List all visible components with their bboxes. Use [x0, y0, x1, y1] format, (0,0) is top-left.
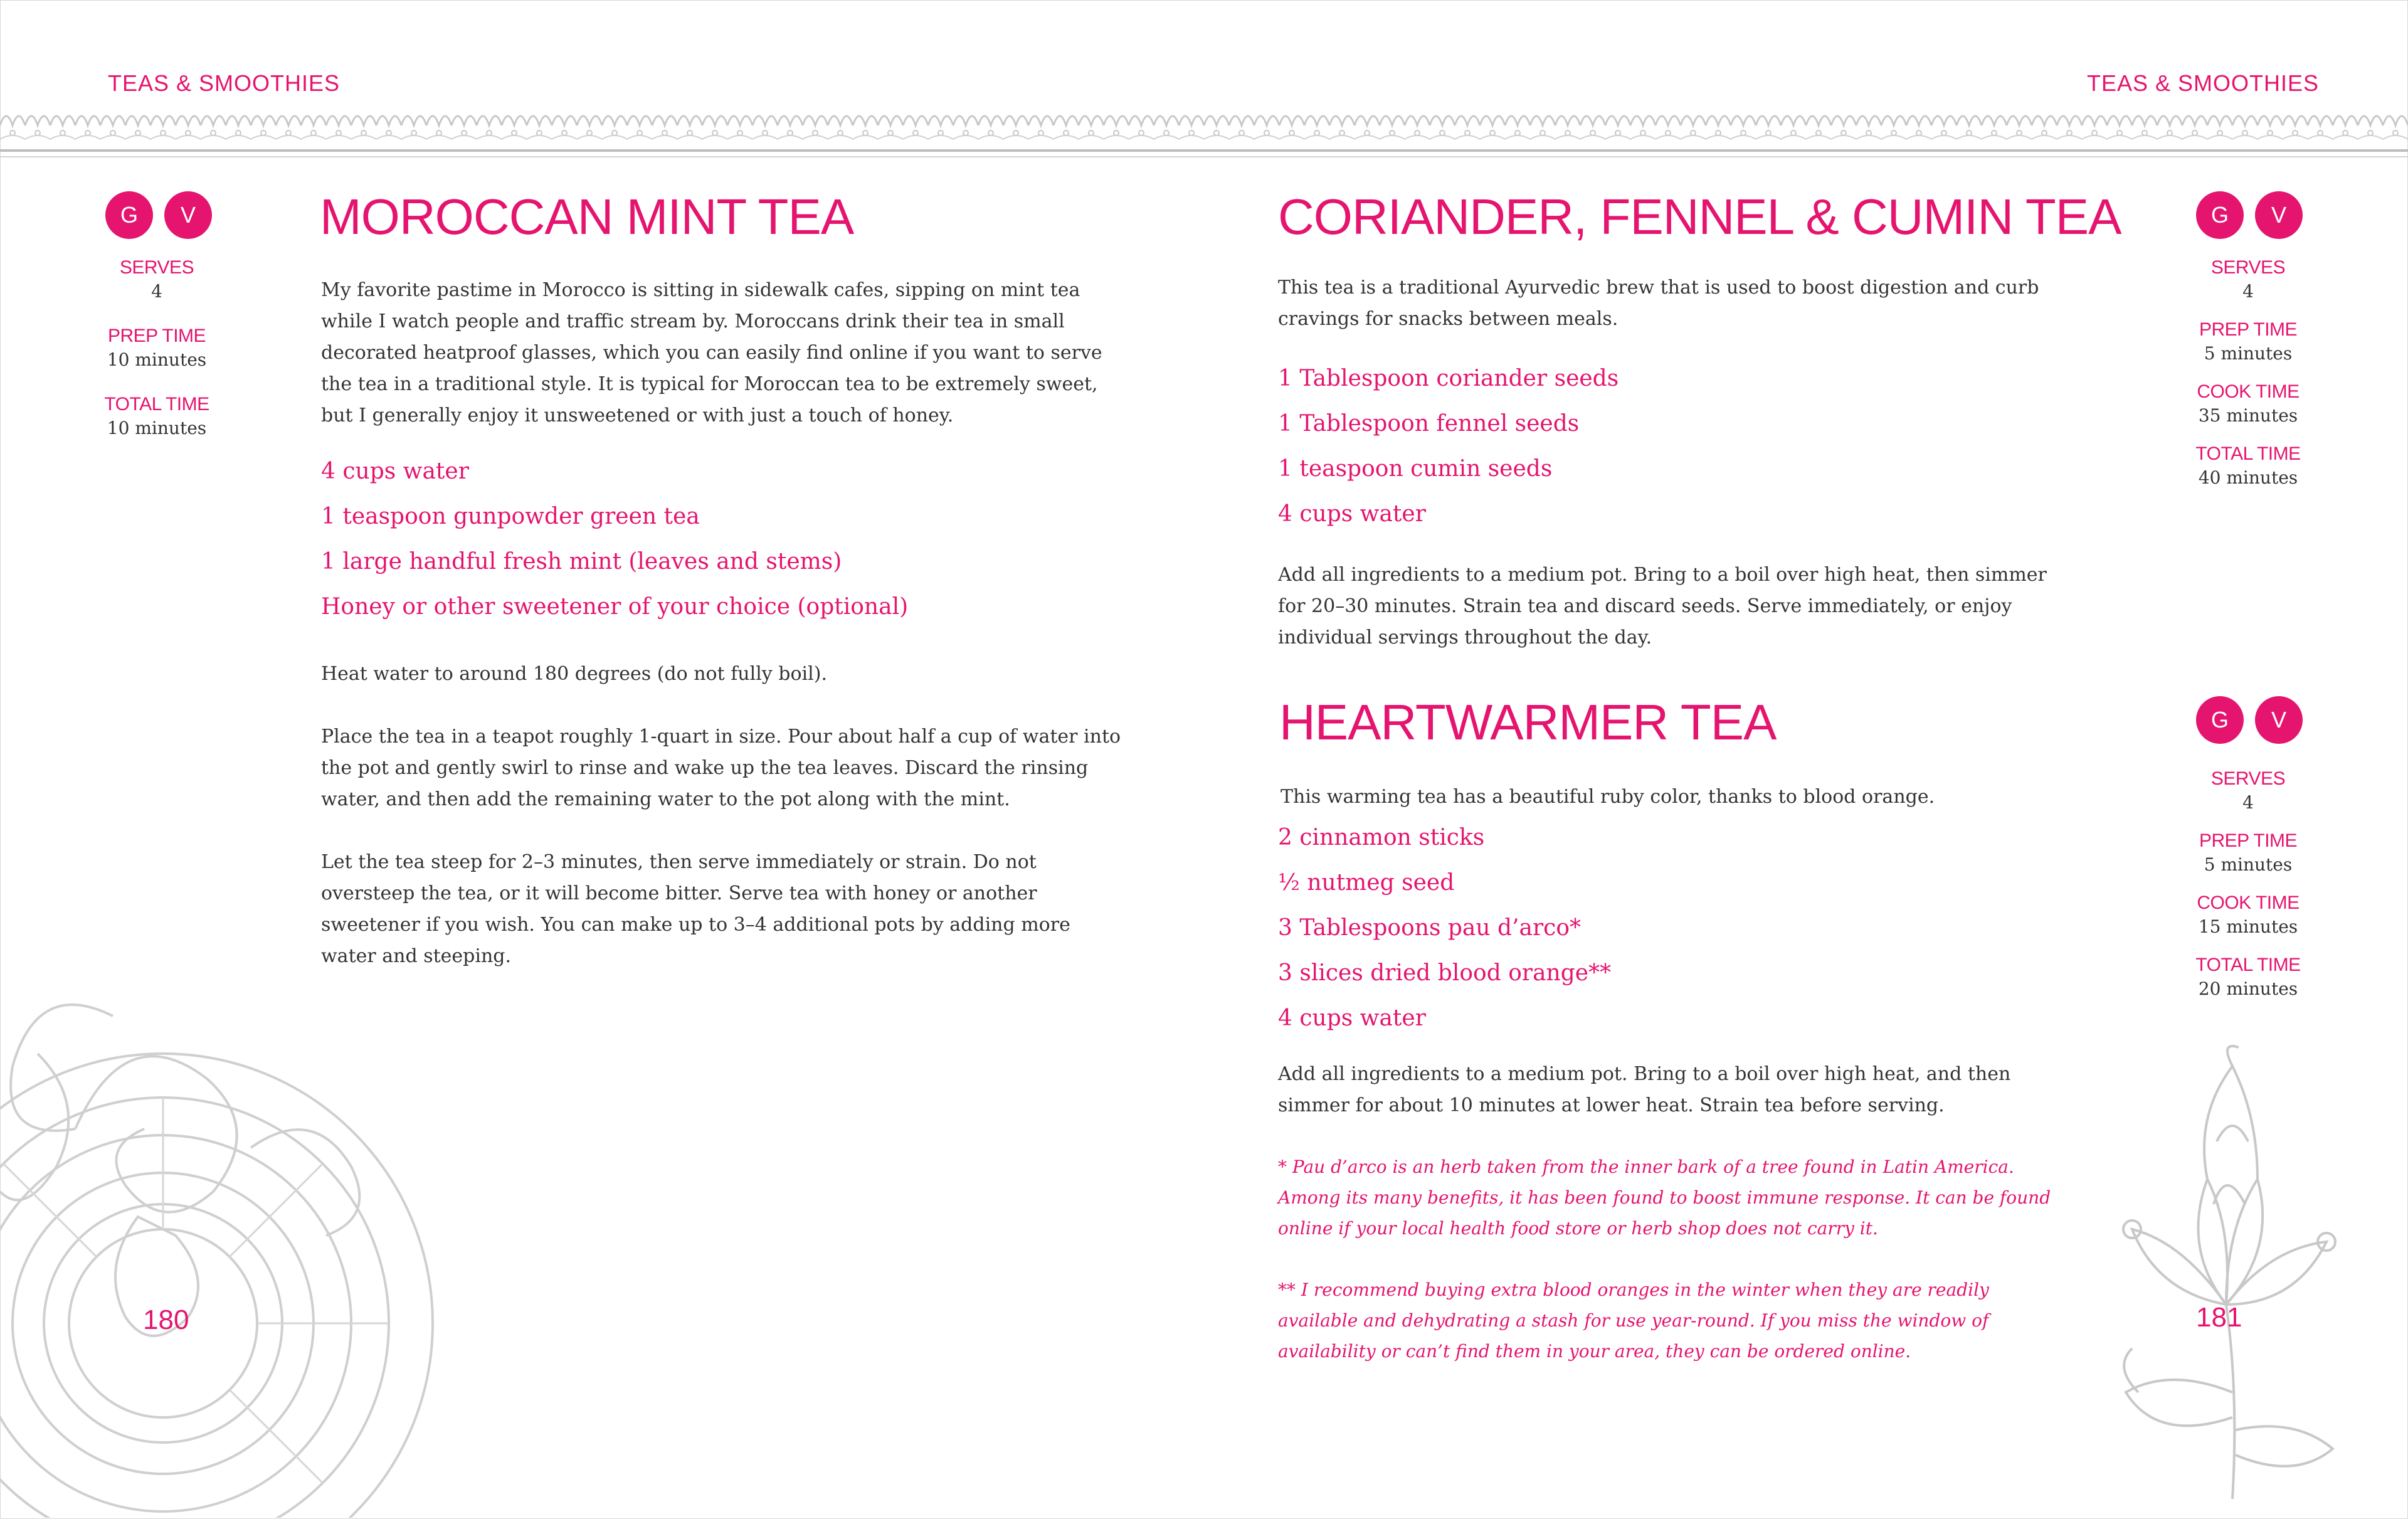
footnote: * Pau d’arco is an herb taken from the inner bark of a tree found in Latin America. Among its many benefits, it has been found to boost immune response. It can be found online if your local health food store or herb shop does not carry it. [1278, 1156, 2051, 1239]
meta-value: 10 minutes [107, 349, 207, 370]
floral-ornament [2107, 1041, 2358, 1505]
ingredient-item: Honey or other sweetener of your choice (optional) [321, 594, 909, 620]
ingredient-item: 1 teaspoon gunpowder green tea [321, 504, 700, 529]
intro-paragraph: This tea is a traditional Ayurvedic brew that is used to boost digestion and curb cravings for snacks between meals. [1278, 277, 2039, 330]
meta-value: 4 [151, 281, 162, 302]
direction-paragraph: Place the tea in a teapot roughly 1-quart in size. Pour about half a cup of water into the pot and gently swirl to rinse and wake up the tea leaves. Discard the rinsing water, and then add the remaining water to the pot along with the mint. [321, 726, 1121, 810]
right-page [1204, 0, 2408, 1519]
meta-label: PREP TIME [2199, 830, 2298, 851]
running-head: TEAS & SMOOTHIES [2087, 70, 2320, 96]
meta-label: SERVES [2210, 768, 2286, 789]
meta-value: 4 [2242, 792, 2254, 813]
mandala-ornament [0, 941, 477, 1518]
meta-label: COOK TIME [2197, 381, 2300, 402]
ingredient-item: 1 teaspoon cumin seeds [1278, 456, 1553, 482]
meta-label: TOTAL TIME [104, 394, 209, 415]
recipe-meta [2189, 257, 2308, 505]
meta-label: PREP TIME [2199, 319, 2298, 340]
meta-value: 4 [2242, 281, 2254, 302]
footnote: ** I recommend buying extra blood oranges in the winter when they are readily available and dehydrating a stash for use year-round. If you miss the window of availability or can’t find them in your area, they can be ordered online. [1278, 1279, 1989, 1362]
meta-label: COOK TIME [2197, 892, 2300, 913]
diet-badges [2196, 191, 2303, 239]
direction-paragraph: Add all ingredients to a medium pot. Bring to a boil over high heat, then simmer for 20–30 minutes. Strain tea and discard seeds. Serve immediately, or enjoy individual servings throughout the day. [1278, 564, 2047, 648]
gluten-free-badge: G [2196, 191, 2244, 239]
gluten-free-badge: G [105, 191, 153, 239]
ingredient-item: 4 cups water [321, 458, 469, 484]
meta-value: 15 minutes [2198, 916, 2298, 937]
ingredient-item: 4 cups water [1278, 1005, 1426, 1031]
recipe-title: CORIANDER, FENNEL & CUMIN TEA [1278, 189, 2121, 245]
ingredient-list [321, 449, 908, 630]
direction-paragraph: Heat water to around 180 degrees (do not fully boil). [321, 663, 827, 685]
ingredient-list [1278, 815, 1611, 1041]
diet-badges [105, 191, 212, 239]
recipe-directions [1278, 559, 2056, 685]
vegan-badge: V [2255, 191, 2303, 239]
page-number: 180 [143, 1305, 189, 1335]
gluten-free-badge: G [2196, 696, 2244, 744]
direction-paragraph: Let the tea steep for 2–3 minutes, then serve immediately or strain. Do not oversteep the tea, or it will become bitter. Serve tea with honey or another sweetener if you wish. You can make up to 3–4 additional pots by adding more water and steeping. [321, 851, 1070, 967]
recipe-intro [321, 275, 1130, 463]
meta-value: 20 minutes [2198, 978, 2298, 999]
recipe-title: HEARTWARMER TEA [1279, 694, 1777, 750]
ingredient-item: 3 Tablespoons pau d’arco* [1278, 915, 1581, 941]
meta-value: 35 minutes [2198, 405, 2298, 426]
intro-paragraph: My favorite pastime in Morocco is sitting in sidewalk cafes, sipping on mint tea while I watch people and traffic stream by. Moroccans drink their tea in small decorated heatproof glasses, which you can easily find online if you want to serve the tea in a traditional style. It is typical for Moroccan tea to be extremely sweet, but I generally enjoy it unsweetened or with just a touch of honey. [321, 279, 1102, 426]
running-head: TEAS & SMOOTHIES [108, 70, 341, 96]
meta-label: TOTAL TIME [2195, 955, 2301, 975]
meta-value: 10 minutes [107, 418, 207, 438]
meta-label: TOTAL TIME [2195, 443, 2301, 464]
ingredient-list [1278, 356, 1619, 537]
vegan-badge: V [164, 191, 212, 239]
ingredient-item: 4 cups water [1278, 501, 1426, 527]
intro-paragraph: This warming tea has a beautiful ruby color, thanks to blood orange. [1281, 786, 1935, 808]
meta-label: PREP TIME [107, 326, 206, 346]
meta-label: SERVES [119, 257, 194, 278]
meta-value: 40 minutes [2198, 467, 2298, 488]
ingredient-item: 1 large handful fresh mint (leaves and stems) [321, 549, 842, 574]
meta-label: SERVES [2210, 257, 2286, 278]
meta-value: 5 minutes [2204, 343, 2293, 364]
recipe-intro [1278, 272, 2056, 366]
ingredient-item: 1 Tablespoon fennel seeds [1278, 411, 1580, 437]
vegan-badge: V [2255, 696, 2303, 744]
footnotes [1278, 1151, 2056, 1397]
recipe-title: MOROCCAN MINT TEA [320, 189, 854, 245]
ingredient-item: ½ nutmeg seed [1278, 870, 1455, 896]
recipe-meta [97, 257, 216, 462]
page-number: 181 [2196, 1302, 2242, 1333]
ingredient-item: 1 Tablespoon coriander seeds [1278, 366, 1619, 391]
ingredient-item: 3 slices dried blood orange** [1278, 960, 1612, 986]
diet-badges [2196, 696, 2303, 744]
recipe-directions [1278, 1059, 2056, 1153]
recipe-meta [2189, 768, 2308, 1017]
meta-value: 5 minutes [2204, 854, 2293, 875]
ingredient-item: 2 cinnamon sticks [1278, 825, 1485, 850]
direction-paragraph: Add all ingredients to a medium pot. Bring to a boil over high heat, and then simmer for about 10 minutes at lower heat. Strain tea before serving. [1278, 1063, 2011, 1116]
